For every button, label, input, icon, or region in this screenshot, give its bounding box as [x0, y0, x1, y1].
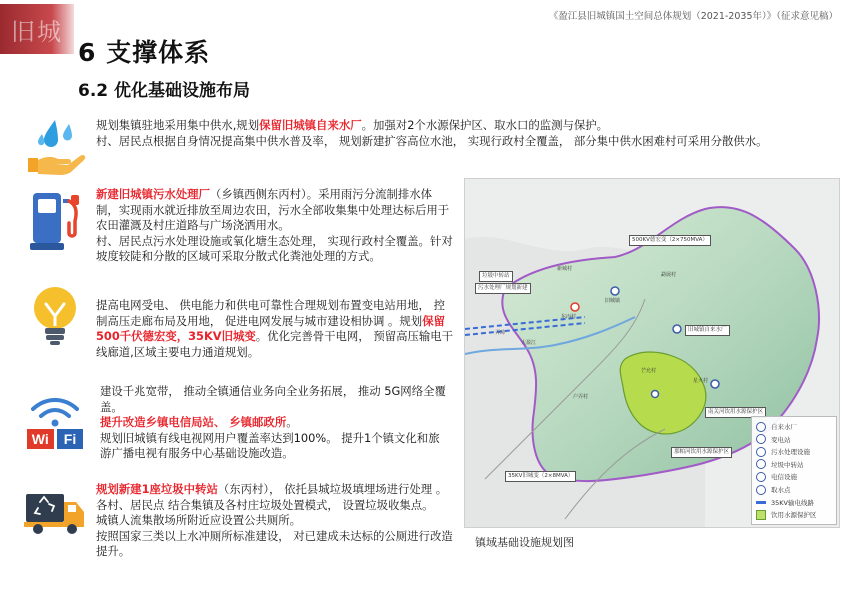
- place-label: 芒允村: [641, 368, 657, 374]
- facility-marker: [652, 391, 659, 398]
- place-label: 东丙村: [561, 314, 577, 320]
- place-label: 旧城镇: [605, 298, 621, 304]
- water-highlight: 保留旧城镇自来水厂: [259, 118, 362, 132]
- power-paragraph: [96, 298, 454, 360]
- legend-item: 污水处理设施: [756, 445, 832, 458]
- legend-item: 垃圾中转站: [756, 458, 832, 471]
- power-text-post: 。优化完善骨干电网， 预留高压输电干线廊道,区域主要电力通道规划。: [96, 329, 454, 359]
- wifi-label-fi: Fi: [57, 429, 83, 449]
- telecom-paragraph-2: [100, 415, 450, 431]
- section-title: 6 支撑体系: [78, 38, 211, 67]
- facility-marker: [611, 287, 619, 295]
- legend-symbol: [756, 459, 766, 469]
- legend-item: 自来水厂: [756, 420, 832, 433]
- water-text-post: 。加强对2个水源保护区、取水口的监测与保护。: [361, 118, 609, 132]
- facility-marker: [673, 325, 681, 333]
- waste-paragraph-4: 按照国家三类以上水冲厕所标准建设， 对已建成未达标的公厕进行改造提升。: [96, 528, 453, 559]
- waste-block: [14, 482, 454, 560]
- place-label: 户弄村: [573, 394, 589, 400]
- legend-item: 电信设施: [756, 471, 832, 484]
- legend-item: 取水点: [756, 483, 832, 496]
- water-supply-block: [14, 118, 844, 176]
- legend-item: 饮用水源保护区: [756, 508, 832, 521]
- telecom-paragraph-3: 规划旧城镇有线电视网用户覆盖率达到100%。 提升1个镇文化和旅游广播电视有服务中心基础设施改造。: [100, 430, 440, 461]
- power-text-pre: 提高电网受电、 供电能力和供电可靠性合理规划布置变电站用地， 控制高压走廊布局及用地， 促进电网发展与城市建设相协调 。规划: [96, 298, 445, 328]
- legend-symbol: [756, 485, 766, 495]
- power-highlight: 保留500千伏德宏变，35KV旧城变: [96, 313, 445, 344]
- label-water-plant: 旧城镇自来水厂: [685, 325, 730, 336]
- document-header: 《盈江县旧城镇国土空间总体规划（2021-2035年）》（征求意见稿）: [548, 11, 838, 22]
- sewage-paragraph-1: [96, 187, 454, 234]
- fuel-pump-icon: [14, 187, 96, 265]
- place-label: 弄璋: [495, 330, 506, 336]
- recycling-truck-icon: [14, 482, 96, 560]
- waste-highlight: 规划新建1座垃圾中转站: [96, 482, 218, 496]
- telecom-paragraph-1: 建设千兆宽带， 推动全镇通信业务向全业务拓展， 推动 5G网络全覆盖。: [100, 384, 446, 414]
- legend-symbol: [756, 422, 766, 432]
- sewage-text-post: （乡镇西侧东丙村）。采用雨污分流制排水体制，实现雨水就近排放至周边农田，污水全部收集集中处理达标后用于农田灌溉及村庄道路与广场浇洒用水。: [96, 187, 450, 233]
- light-bulb-icon: [14, 284, 96, 360]
- legend-symbol: [756, 510, 766, 520]
- place-label: 勐展村: [661, 272, 677, 278]
- legend-symbol: [756, 447, 766, 457]
- legend-item: 35KV输电线路: [756, 496, 832, 509]
- water-text-pre: 规划集镇驻地采用集中供水,规划: [96, 118, 260, 132]
- legend-symbol: [756, 434, 766, 444]
- wifi-label-wi: Wi: [27, 429, 54, 449]
- label-sewage-plant: 污水处理厂规划新建: [475, 283, 531, 294]
- telecom-block: [14, 384, 450, 462]
- corner-logo: 旧城: [0, 4, 74, 54]
- sewage-highlight: 新建旧城镇污水处理厂: [96, 187, 210, 201]
- infrastructure-map: [464, 178, 840, 528]
- facility-marker: [711, 380, 719, 388]
- legend-symbol: [756, 501, 766, 504]
- legend-symbol: [756, 472, 766, 482]
- sewage-block: [14, 187, 454, 265]
- label-water-source-2: 那帕河饮用水源保护区: [671, 447, 732, 458]
- place-label: 大盈江: [521, 340, 537, 346]
- telecom-highlight: 提升改造乡镇电信局站、 乡镇邮政所: [100, 415, 287, 430]
- map-legend: [751, 416, 837, 525]
- place-label: 星火村: [693, 378, 709, 384]
- power-block: [14, 298, 454, 360]
- label-35kv-substation: 35KV旧城变（2×8MVA）: [505, 471, 576, 482]
- label-water-source-1: 南关河饮用水源保护区: [705, 407, 766, 418]
- water-hand-icon: [14, 118, 96, 176]
- waste-paragraph-1: [96, 482, 454, 498]
- wifi-icon: [14, 384, 96, 462]
- sewage-paragraph-2: 村、居民点污水处理设施或氧化塘生态处理， 实现行政村全覆盖。针对坡度较陡和分散的区域可采取分散式化粪池处理的方式。: [96, 233, 453, 264]
- facility-marker: [571, 303, 579, 311]
- label-500kv-substation: 500KV德宏变（2×750MVA）: [629, 235, 711, 246]
- map-caption: 镇域基础设施规划图: [475, 536, 574, 549]
- waste-text-post: （东丙村）， 依托县城垃圾填埋场进行处理 。: [217, 482, 448, 496]
- water-paragraph-2: 村、居民点根据自身情况提高集中供水普及率， 规划新建扩容高位水池， 实现行政村全覆盖， 部分集中供水困难村可采用分散供水。: [96, 133, 768, 148]
- label-waste-station: 垃圾中转站: [479, 271, 513, 282]
- waste-paragraph-2: 各村、居民点 结合集镇及各村庄垃圾处置模式， 设置垃圾收集点。: [96, 497, 434, 512]
- telecom-highlight-post: 。: [286, 415, 298, 430]
- water-paragraph-1: [96, 118, 832, 134]
- waste-paragraph-3: 城镇人流集散场所附近应设置公共厕所。: [96, 513, 302, 528]
- subsection-title: 6.2 优化基础设施布局: [78, 81, 251, 101]
- place-label: 新城村: [557, 266, 573, 272]
- legend-item: 变电站: [756, 433, 832, 446]
